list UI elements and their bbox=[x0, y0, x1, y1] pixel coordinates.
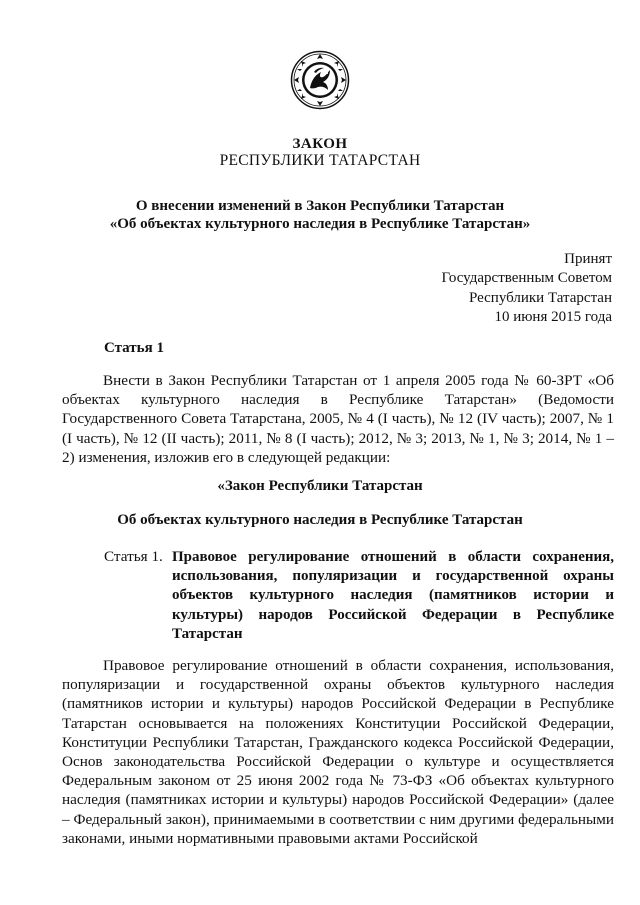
article-1-label: Статья 1 bbox=[104, 340, 164, 356]
law-heading: ЗАКОН bbox=[292, 136, 348, 152]
adopted-date: 10 июня 2015 года bbox=[494, 308, 612, 325]
adopted-body: Государственным Советом bbox=[441, 270, 612, 287]
republic-heading: РЕСПУБЛИКИ ТАТАРСТАН bbox=[219, 152, 421, 169]
article-1-text: Внести в Закон Республики Татарстан от 1 апреля 2005 года № 60-ЗРТ «Об объектах культурного наследия в Республике Татарстан» (Ведомости Государственного Совета Татарстана, 2005, № 4 (I часть), № 12 (IV часть); 2007, № 1 (I часть), № 12 (II часть); 2011, № 8 (I часть); 2012, № 3; 2013, № 1, № 3; 2014, № 1 – 2) изменения, изложив его в следующей редакции: bbox=[62, 372, 614, 466]
amended-law-subtitle: Об объектах культурного наследия в Республике Татарстан bbox=[117, 512, 523, 528]
amended-law-title: «Закон Республики Татарстан bbox=[217, 478, 423, 494]
coat-of-arms-icon bbox=[290, 50, 350, 110]
law-article-paragraph: Правовое регулирование отношений в области сохранения, использования, популяризации и государственной охраны объектов культурного наследия (памятников истории и культуры) народов Российской Федерации в Республике Татарстан основывается на положениях Конституции Российской Федерации, Конституции Республики Татарстан, Гражданского кодекса Российской Федерации, Основ законодательства Российской Федерации о культуре и осуществляется Федеральным законом от 25 июня 2002 года № 73-ФЗ «Об объектах культурного наследия (памятниках истории и культуры) народов Российской Федерации» (далее – Федеральный закон), принимаемыми в соответствии с ним другими федеральными законами, иными нормативными правовыми актами Российской bbox=[62, 657, 614, 847]
adopted-republic: Республики Татарстан bbox=[468, 289, 612, 306]
adopted-label: Принят bbox=[564, 251, 612, 267]
document-title-line1: О внесении изменений в Закон Республики Татарстан bbox=[135, 198, 505, 214]
law-article-number: Статья 1. bbox=[104, 548, 163, 565]
document-title-line2: «Об объектах культурного наследия в Республике Татарстан» bbox=[109, 216, 531, 232]
adoption-block bbox=[442, 250, 613, 327]
law-article-title: Правовое регулирование отношений в области сохранения, использования, популяризации и государственной охраны объектов культурного наследия (памятников истории и культуры) народов Российской Федерации в Республике Татарстан bbox=[172, 549, 614, 642]
